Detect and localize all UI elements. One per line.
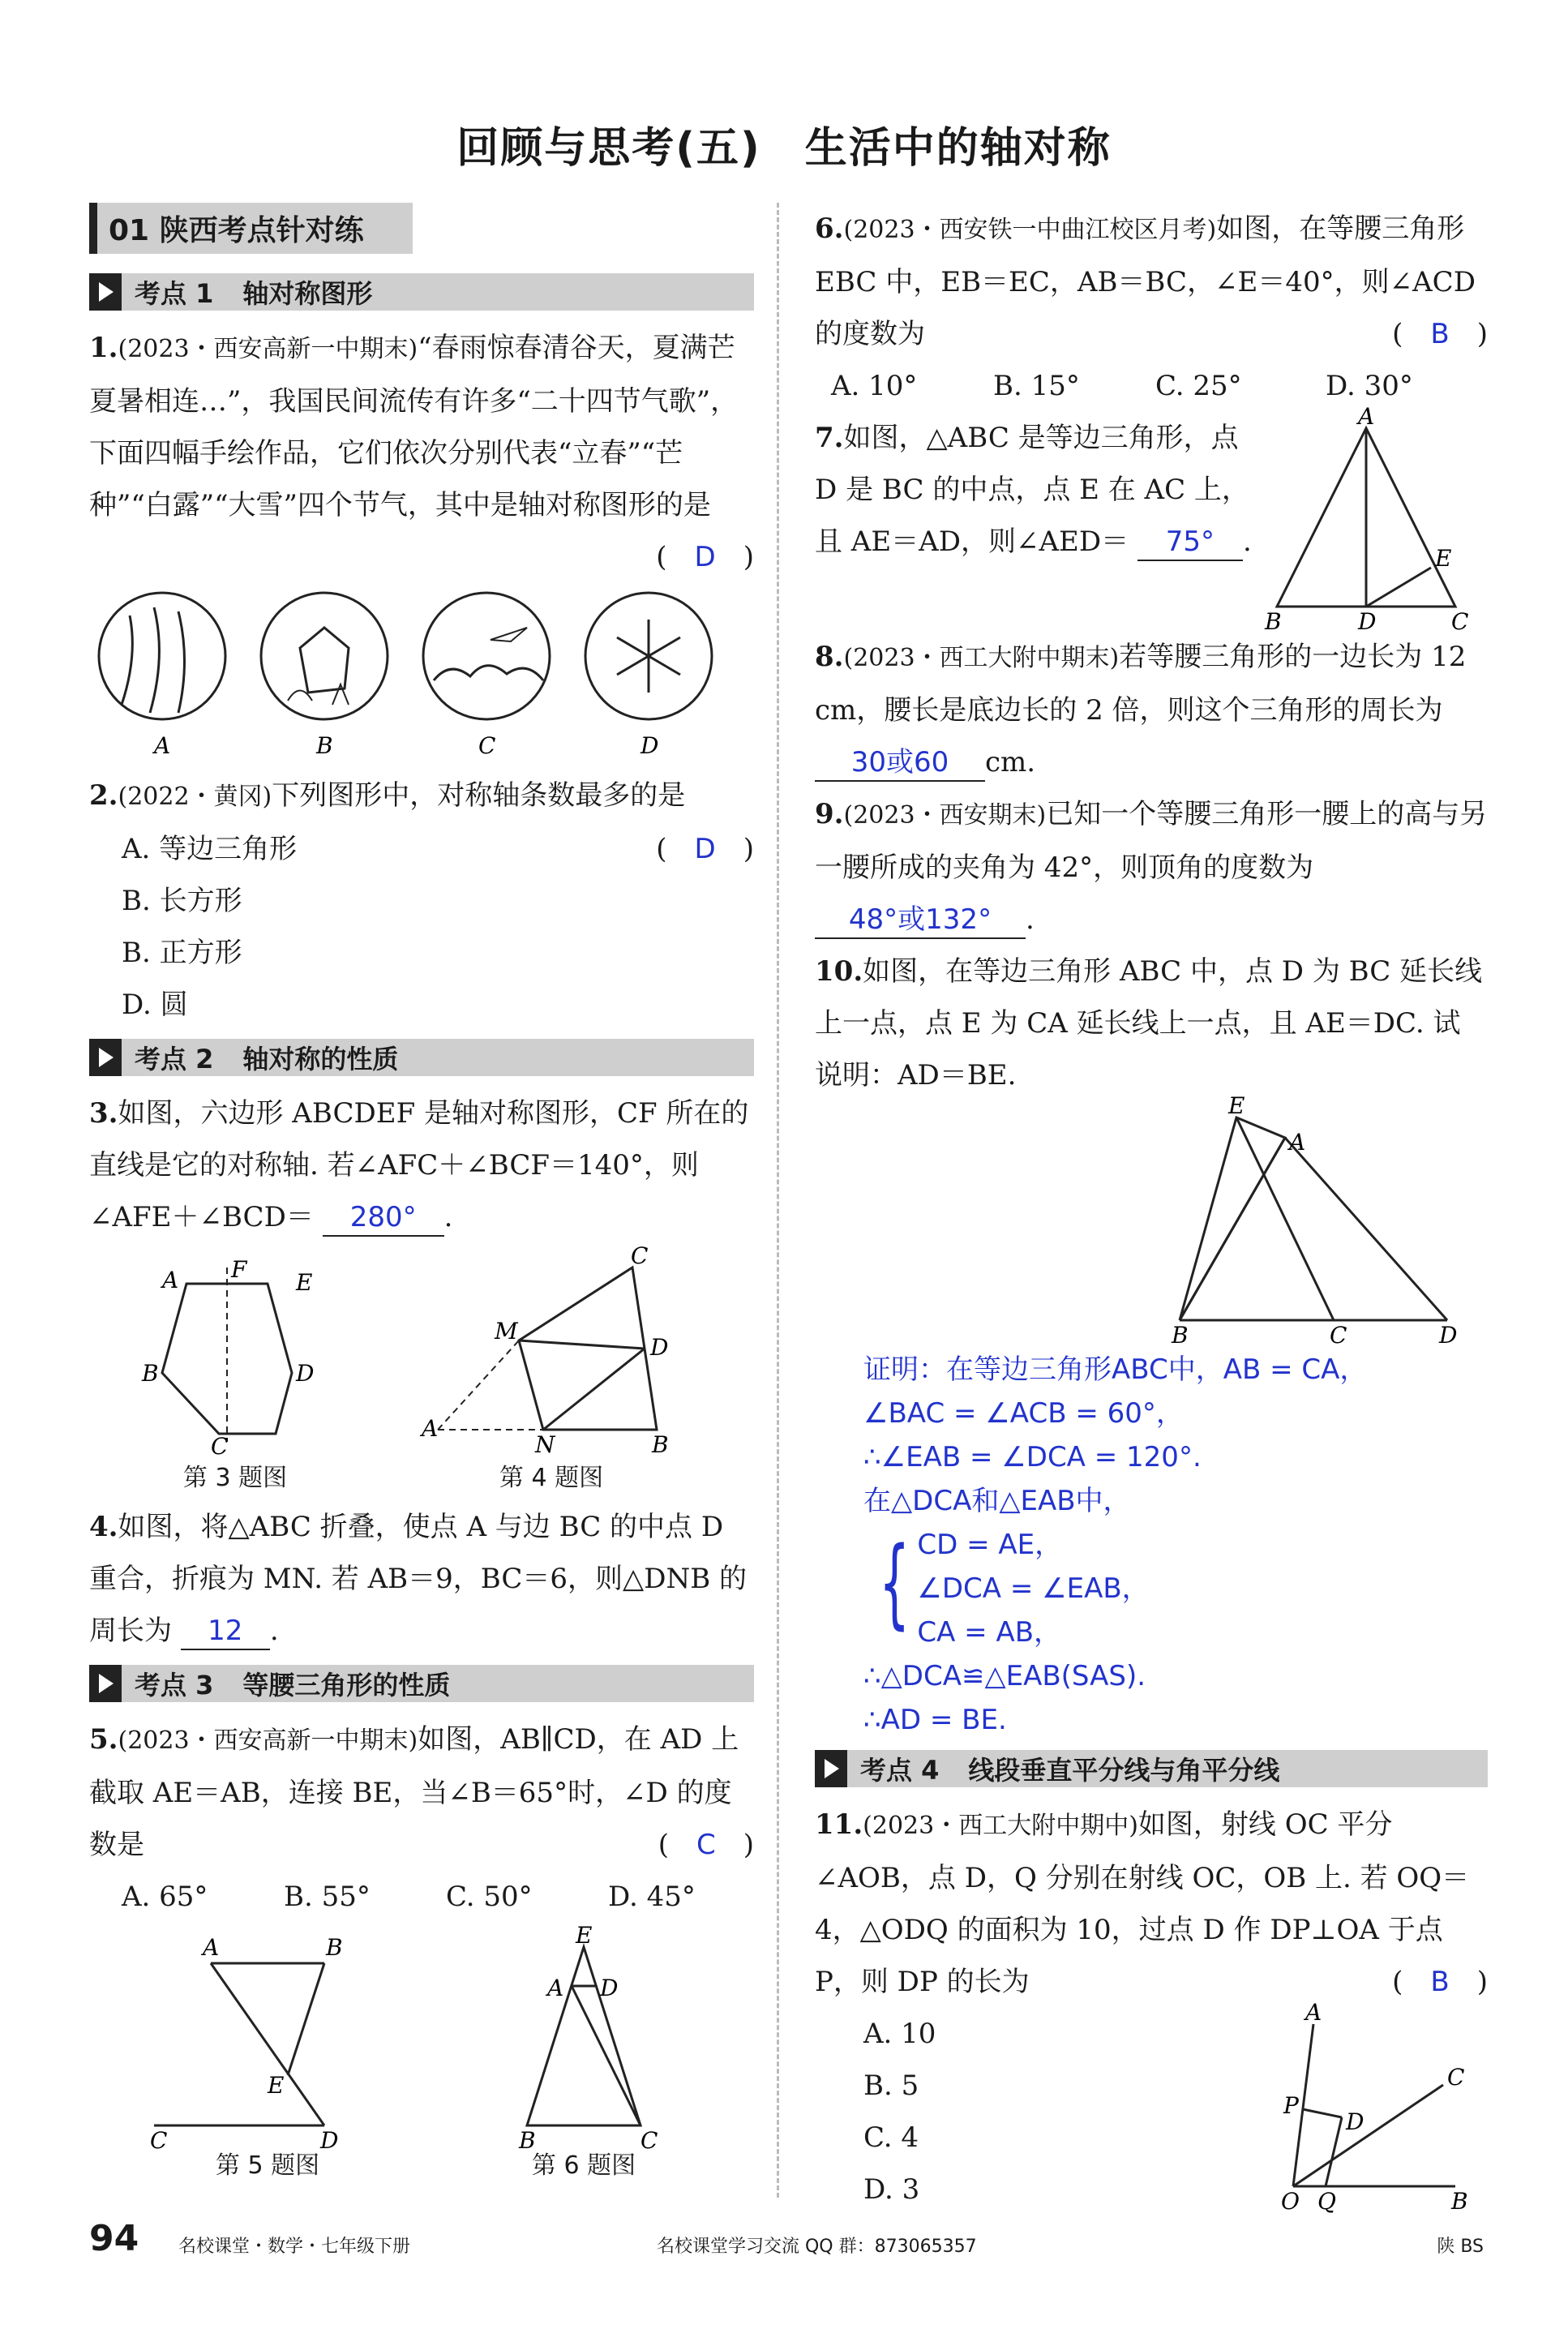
right-column (815, 203, 1488, 2215)
svg-text:A: A (422, 1415, 439, 1442)
figure-4 (422, 1242, 681, 1493)
svg-text:P: P (1283, 2092, 1299, 2119)
svg-text:C: C (1330, 1322, 1347, 1349)
question-1: 1.(2023・西安高新一中期末)“春雨惊春清谷天，夏满芒夏暑相连…”，我国民间流传有许多“二十四节气歌”，下面四幅手绘作品，它们依次分别代表“立春”“芒种”“白露”“大雪”四个节气，其中是轴对称图形的是 ( D ) (89, 322, 754, 531)
page-number: 94 (89, 2218, 139, 2259)
svg-text:A: A (203, 1934, 220, 1961)
svg-text:B: B (1172, 1322, 1189, 1349)
svg-text:D: D (1439, 1322, 1458, 1349)
svg-text:D: D (640, 732, 659, 759)
svg-text:C: C (478, 732, 496, 759)
section-label: 陕西考点针对练 (159, 214, 364, 247)
fig5-caption: 第 5 题图 (215, 2151, 320, 2180)
svg-text:D: D (296, 1360, 315, 1387)
proof-brace-block: { CD = AE， ∠DCA = ∠EAB， CA = AB， (879, 1527, 1150, 1649)
svg-text:E: E (1228, 1092, 1245, 1119)
svg-text:A: A (154, 732, 171, 759)
question-3: 3.如图，六边形 ABCDEF 是轴对称图形，CF 所在的直线是它的对称轴. 若∠AFC＋∠BCF＝140°，则∠AFE＋∠BCD＝ 280° . (89, 1087, 754, 1243)
svg-text:E: E (268, 2072, 285, 2099)
kaodian-4-header: 考点 4 线段垂直平分线与角平分线 (815, 1750, 1488, 1787)
answer-paren: ( D ) (656, 541, 754, 573)
svg-text:E: E (1435, 545, 1452, 572)
q5-options: A. 65° B. 55° C. 50° D. 45° (122, 1881, 696, 1913)
q3-q4-figures (89, 1242, 722, 1493)
svg-text:B: B (316, 732, 333, 759)
question-7: 7.如图，△ABC 是等边三角形，点 D 是 BC 的中点，点 E 在 AC 上，且 AE＝AD，则∠AED＝ 75° . (815, 412, 1253, 631)
svg-text:C: C (640, 2127, 658, 2154)
q8-answer: 30或60 (815, 744, 985, 782)
q5-q6-figures (89, 1922, 722, 2181)
svg-text:F: F (231, 1256, 247, 1283)
figure-7 (1253, 403, 1469, 635)
svg-text:N: N (535, 1431, 555, 1458)
svg-text:E: E (576, 1922, 593, 1949)
question-5: 5.(2023・西安高新一中期末)如图，AB∥CD，在 AD 上截取 AE＝AB，连接 BE，当∠B＝65°时，∠D 的度数是 ( C ) (89, 1723, 754, 1861)
play-triangle-icon (89, 1039, 122, 1076)
svg-text:A: A (162, 1267, 179, 1293)
question-11: 11.(2023・西工大附中期中)如图，射线 OC 平分∠AOB，点 D，Q 分别在射线 OC，OB 上. 若 OQ＝4，△ODQ 的面积为 10，过点 D 作 DP⊥OA 于点 P，则 DP 的长为 ( B ) (815, 1808, 1488, 1998)
question-4: 4.如图，将△ABC 折叠，使点 A 与边 BC 的中点 D 重合，折痕为 MN. 若 AB＝9，BC＝6，则△DNB 的周长为 12 . (89, 1501, 754, 1657)
svg-text:B: B (1451, 2188, 1468, 2215)
svg-text:A: A (1289, 1129, 1306, 1156)
q2-options: A. 等边三角形 B. 长方形 B. 正方形 D. 圆 (122, 833, 298, 1021)
q11-options-and-figure (815, 1999, 1488, 2215)
svg-text:D: D (320, 2127, 339, 2154)
play-triangle-icon (89, 1665, 122, 1702)
fig6-caption: 第 6 题图 (531, 2151, 636, 2180)
question-2: 2.(2022・黄冈)下列图形中，对称轴条数最多的是 ( D ) (89, 779, 754, 865)
svg-text:A: A (1358, 403, 1375, 430)
figure-5 (138, 1931, 397, 2181)
q1-answer: D (694, 541, 716, 573)
figure-daxue-snowflake (576, 583, 722, 761)
svg-text:C: C (631, 1242, 649, 1269)
figure-6 (495, 1922, 673, 2181)
svg-text:B: B (519, 2127, 536, 2154)
fig4-caption: 第 4 题图 (499, 1464, 604, 1492)
svg-text:A: A (1305, 1999, 1322, 2026)
figure-3 (130, 1251, 341, 1493)
page-footer (89, 2218, 1484, 2267)
q11-options: A. 10 B. 5 C. 4 D. 3 (863, 2018, 936, 2206)
figure-bailu (413, 583, 559, 761)
section-header (89, 203, 413, 254)
section-number: 01 (109, 214, 150, 247)
column-divider (777, 203, 779, 2198)
footer-edition: 陕 BS (1437, 2237, 1484, 2257)
page-title: 回顾与思考(五) 生活中的轴对称 (456, 124, 1112, 173)
q2-answer: D (694, 833, 716, 865)
svg-text:Q: Q (1317, 2188, 1336, 2215)
svg-text:C: C (150, 2127, 168, 2154)
left-column (89, 203, 754, 2189)
footer-book-title: 名校课堂・数学・七年级下册 (178, 2237, 411, 2257)
q10-proof: 证明：在等边三角形ABC中，AB = CA， ∠BAC = ∠ACB = 60°， ∴∠EAB = ∠DCA = 120°. 在△DCA和△EAB中， { CD = AE， ∠DCA = ∠EAB， CA = AB， ∴△DCA≌△EAB(SAS). ∴AD = BE. (815, 1348, 1488, 1742)
question-6: 6.(2023・西安铁一中曲江校区月考)如图，在等腰三角形 EBC 中，EB＝EC，AB＝BC，∠E＝40°，则∠ACD 的度数为 ( B ) (815, 212, 1488, 350)
figure-11 (1277, 1999, 1488, 2215)
footer-qq-group: 名校课堂学习交流 QQ 群：873065357 (657, 2237, 977, 2257)
figure-mangzhong (251, 583, 397, 761)
question-8: 8.(2023・西工大附中期末)若等腰三角形的一边长为 12 cm，腰长是底边长的 2 倍，则这个三角形的周长为 30或60 cm. (815, 631, 1488, 788)
svg-text:E: E (296, 1269, 313, 1296)
q7-answer: 75° (1137, 524, 1243, 561)
svg-text:D: D (1358, 608, 1377, 635)
svg-text:D: D (650, 1334, 669, 1361)
svg-text:O: O (1281, 2188, 1300, 2215)
svg-text:C: C (1447, 2064, 1465, 2091)
question-10: 10.如图，在等边三角形 ABC 中，点 D 为 BC 延长线上一点，点 E 为 CA 延长线上一点，且 AE＝DC. 试说明：AD＝BE. (815, 955, 1483, 1092)
play-triangle-icon (89, 273, 122, 311)
q4-answer: 12 (181, 1613, 270, 1650)
svg-text:C: C (211, 1433, 229, 1460)
svg-text:B: B (652, 1431, 669, 1458)
figure-lichun (89, 583, 235, 761)
question-9: 9.(2023・西安期末)已知一个等腰三角形一腰上的高与另一腰所成的夹角为 42°，则顶角的度数为 48°或132° . (815, 788, 1488, 946)
question-7-block (815, 403, 1488, 635)
svg-text:C: C (1451, 608, 1469, 635)
q9-answer: 48°或132° (815, 902, 1026, 939)
q6-options: A. 10° B. 15° C. 25° D. 30° (831, 370, 1413, 402)
svg-text:M: M (495, 1318, 518, 1345)
q6-answer: B (1430, 318, 1450, 350)
q3-answer: 280° (323, 1199, 444, 1237)
kaodian-1-header: 考点 1 轴对称图形 (89, 273, 754, 311)
play-triangle-icon (815, 1750, 847, 1787)
svg-text:A: A (547, 1975, 564, 2001)
svg-text:D: D (600, 1975, 619, 2001)
fig3-caption: 第 3 题图 (182, 1464, 288, 1492)
svg-text:B: B (142, 1360, 159, 1387)
kaodian-2-header: 考点 2 轴对称的性质 (89, 1039, 754, 1076)
q1-figures (89, 583, 722, 761)
svg-text:D: D (1346, 2108, 1365, 2135)
q11-answer: B (1430, 1966, 1450, 1998)
svg-text:B: B (1265, 608, 1282, 635)
figure-10 (815, 1092, 1463, 1349)
kaodian-3-header: 考点 3 等腰三角形的性质 (89, 1665, 754, 1702)
svg-text:B: B (326, 1934, 343, 1961)
q5-answer: C (696, 1829, 716, 1861)
